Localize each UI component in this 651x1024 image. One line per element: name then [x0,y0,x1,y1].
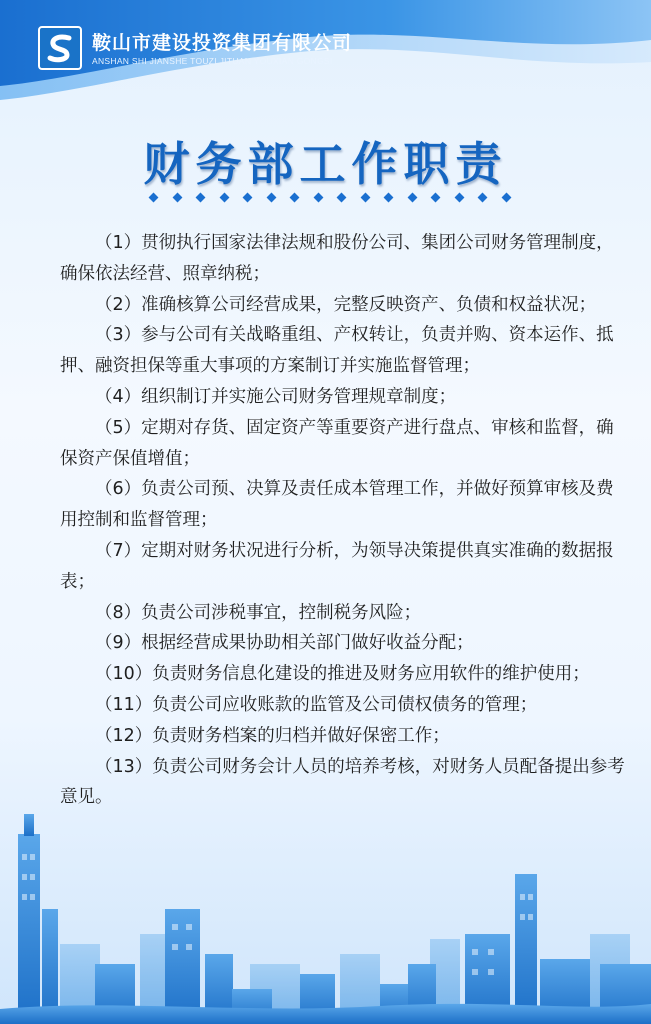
duty-item: （4）组织制订并实施公司财务管理规章制度； [95,386,457,407]
divider-diamond [360,192,370,202]
divider-diamond [266,192,276,202]
divider-diamond [149,192,159,202]
divider-diamond [407,192,417,202]
duty-item: （12）负责财务档案的归档并做好保密工作； [95,725,450,746]
divider-diamond [172,192,182,202]
divider-diamond [337,192,347,202]
duty-item: （1）贯彻执行国家法律法规和股份公司、集团公司财务管理制度，确保依法经营、照章纳税； [60,233,614,284]
duty-item: （2）准确核算公司经营成果，完整反映资产、负债和权益状况； [95,294,597,315]
city-skyline-illustration [0,814,651,1024]
divider-diamond [219,192,229,202]
divider-diamond [384,192,394,202]
duty-item: （9）根据经营成果协助相关部门做好收益分配； [95,633,474,654]
duty-item: （10）负责财务信息化建设的推进及财务应用软件的维护使用； [95,664,590,685]
duty-item: （11）负责公司应收账款的监管及公司债权债务的管理； [95,694,538,715]
company-pinyin: ANSHAN SHI JIANSHE TOUZI JITUAN YOUXIAN GONGSI [92,56,333,66]
company-name: 鞍山市建设投资集团有限公司 [92,32,353,54]
page-title: 财务部工作职责 [143,137,508,191]
divider-diamond [313,192,323,202]
divider-diamond [431,192,441,202]
divider-diamond [243,192,253,202]
duties-list [60,228,628,813]
divider-diamond [478,192,488,202]
duty-item: （3）参与公司有关战略重组、产权转让，负责并购、资本运作、抵押、融资担保等重大事项的方案制订并实施监督管理； [60,325,614,377]
duty-item: （6）负责公司预、决算及责任成本管理工作，并做好预算审核及费用控制和监督管理； [60,479,614,531]
duty-item: （13）负责公司财务会计人员的培养考核，对财务人员配备提出参考意见。 [60,756,625,808]
divider-diamond [196,192,206,202]
duty-item: （7）定期对财务状况进行分析，为领导决策提供真实准确的数据报表； [60,540,614,592]
duty-item: （8）负责公司涉税事宜，控制税务风险； [95,602,422,623]
duty-item: （5）定期对存货、固定资产等重要资产进行盘点、审核和监督，确保资产保值增值； [60,417,614,469]
company-logo [38,26,82,70]
company-s-logo-icon [43,31,77,65]
divider-diamond [454,192,464,202]
divider-diamond [502,192,512,202]
title-divider [150,190,510,204]
divider-diamond [290,192,300,202]
